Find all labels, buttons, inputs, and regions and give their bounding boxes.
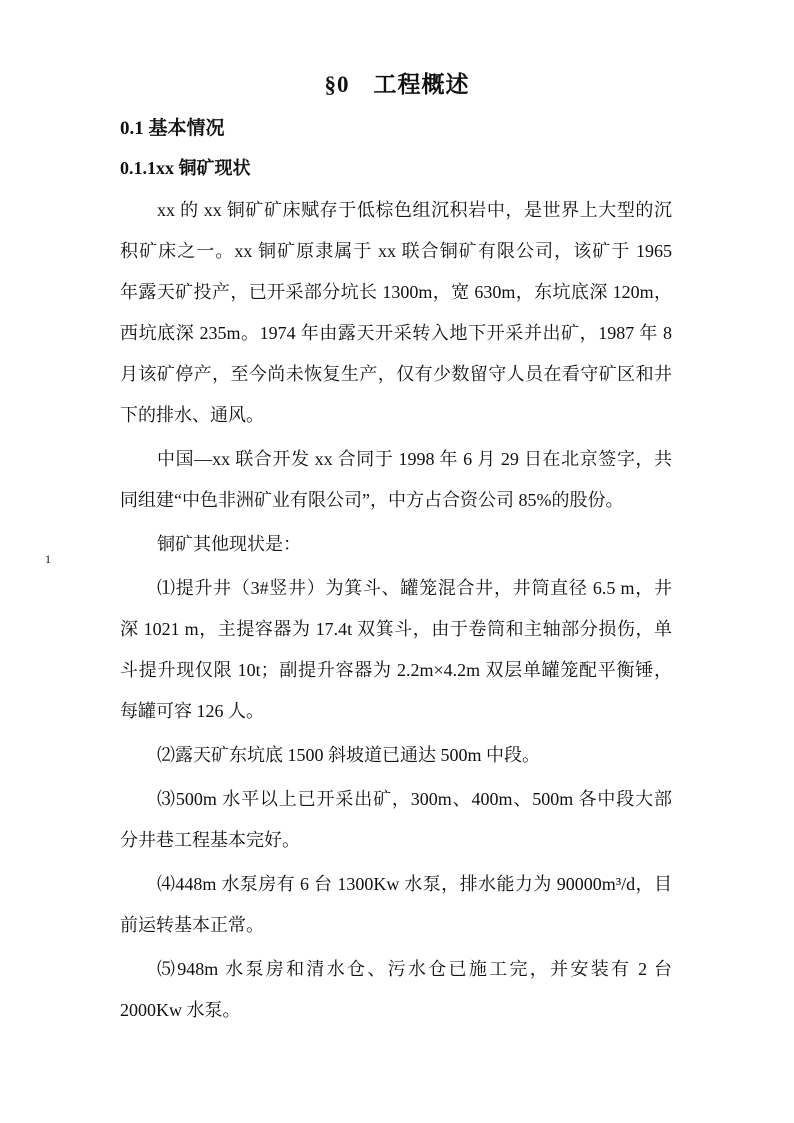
paragraph <box>120 735 672 776</box>
paragraph-line: 斗提升现仅限 10t；副提升容器为 2.2m×4.2m 双层单罐笼配平衡锤， <box>120 660 672 680</box>
paragraph <box>120 779 672 861</box>
paragraph-line: 月该矿停产，至今尚未恢复生产，仅有少数留守人员在看守矿区和井 <box>120 364 672 384</box>
paragraph-line: 西坑底深 235m。1974 年由露天开采转入地下开采并出矿，1987 年 8 <box>120 323 672 343</box>
paragraph-line: ⑵露天矿东坑底 1500 斜坡道已通达 500m 中段。 <box>157 745 540 765</box>
document-title: §0 工程概述 <box>324 72 470 97</box>
paragraph-line: ⑸948m 水泵房和清水仓、污水仓已施工完，并安装有 2 台 <box>157 959 672 979</box>
paragraph <box>120 524 672 565</box>
paragraph-line: 铜矿其他现状是： <box>157 534 301 554</box>
paragraph <box>120 439 672 521</box>
paragraph-line: ⑷448m 水泵房有 6 台 1300Kw 水泵，排水能力为 90000m³/d，目 <box>157 874 672 894</box>
paragraph-line: 2000Kw 水泵。 <box>120 1000 241 1020</box>
paragraph-line: 积矿床之一。xx 铜矿原隶属于 xx 联合铜矿有限公司，该矿于 1965 <box>120 241 672 261</box>
paragraph <box>120 864 672 946</box>
paragraph-line: 深 1021 m，主提容器为 17.4t 双箕斗，由于卷筒和主轴部分损伤，单 <box>120 619 672 639</box>
paragraph-line: ⑴提升井（3#竖井）为箕斗、罐笼混合井，井筒直径 6.5 m，井 <box>157 578 672 598</box>
paragraph-line: 每罐可容 126 人。 <box>120 701 264 721</box>
subsection-heading: 0.1.1xx 铜矿现状 <box>120 158 251 178</box>
paragraph <box>120 949 672 1031</box>
paragraph-line: 前运转基本正常。 <box>120 915 264 935</box>
paragraph-line: 下的排水、通风。 <box>120 405 264 425</box>
paragraph <box>120 568 672 732</box>
paragraph-line: 同组建“中色非洲矿业有限公司”，中方占合资公司 85%的股份。 <box>120 490 624 510</box>
paragraph <box>120 190 672 436</box>
paragraph-line: ⑶500m 水平以上已开采出矿，300m、400m、500m 各中段大部 <box>157 789 672 809</box>
paragraph-line: 年露天矿投产，已开采部分坑长 1300m，宽 630m，东坑底深 120m， <box>120 282 672 302</box>
document-body <box>120 190 672 1034</box>
paragraph-line: xx 的 xx 铜矿矿床赋存于低棕色组沉积岩中，是世界上大型的沉 <box>157 200 672 220</box>
paragraph-line: 中国—xx 联合开发 xx 合同于 1998 年 6 月 29 日在北京签字，共 <box>157 449 672 469</box>
margin-line-number: 1 <box>45 552 51 566</box>
paragraph-line: 分井巷工程基本完好。 <box>120 830 300 850</box>
section-heading: 0.1 基本情况 <box>120 118 225 139</box>
